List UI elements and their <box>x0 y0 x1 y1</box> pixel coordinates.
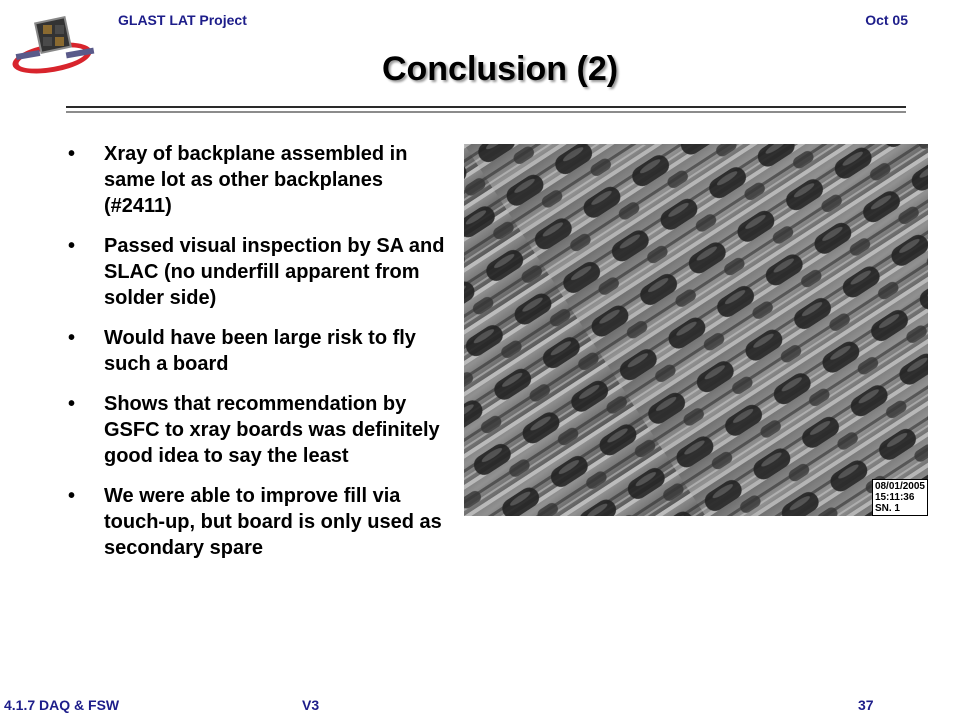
bullet-item <box>68 141 454 219</box>
xray-timestamp <box>872 479 928 516</box>
xray-photo <box>464 144 928 516</box>
footer-section: 4.1.7 DAQ & FSW <box>4 697 120 713</box>
bullet-text: Shows that recommendation by GSFC to xray boards was definitely good idea to say the least <box>104 393 440 467</box>
bullet-symbol: • <box>68 485 76 507</box>
title-divider <box>66 106 906 108</box>
bullet-text: Passed visual inspection by SA and SLAC (no underfill apparent from solder side) <box>104 235 445 309</box>
bullet-item <box>68 391 454 469</box>
footer-page-number: 37 <box>858 697 874 713</box>
header-date: Oct 05 <box>865 12 908 28</box>
bullet-list <box>68 141 454 575</box>
xray-time: 15:11:36 <box>874 492 915 503</box>
header-project: GLAST LAT Project <box>118 12 247 28</box>
bullet-symbol: • <box>68 235 76 257</box>
bullet-item <box>68 233 454 311</box>
bullet-item <box>68 325 454 377</box>
bullet-item <box>68 483 454 561</box>
xray-serial: SN. 1 <box>874 503 900 514</box>
bullet-symbol: • <box>68 143 76 165</box>
title-divider-shadow <box>66 111 906 113</box>
bullet-symbol: • <box>68 327 76 349</box>
bullet-text: We were able to improve fill via touch-up, but board is only used as secondary spare <box>104 485 442 559</box>
bullet-text: Would have been large risk to fly such a board <box>104 327 416 375</box>
xray-image <box>464 144 928 516</box>
slide-title: Conclusion (2) <box>381 50 619 88</box>
footer-version: V3 <box>302 697 320 713</box>
xray-date: 08/01/2005 <box>874 481 925 492</box>
bullet-symbol: • <box>68 393 76 415</box>
bullet-text: Xray of backplane assembled in same lot as other backplanes (#2411) <box>104 143 408 217</box>
